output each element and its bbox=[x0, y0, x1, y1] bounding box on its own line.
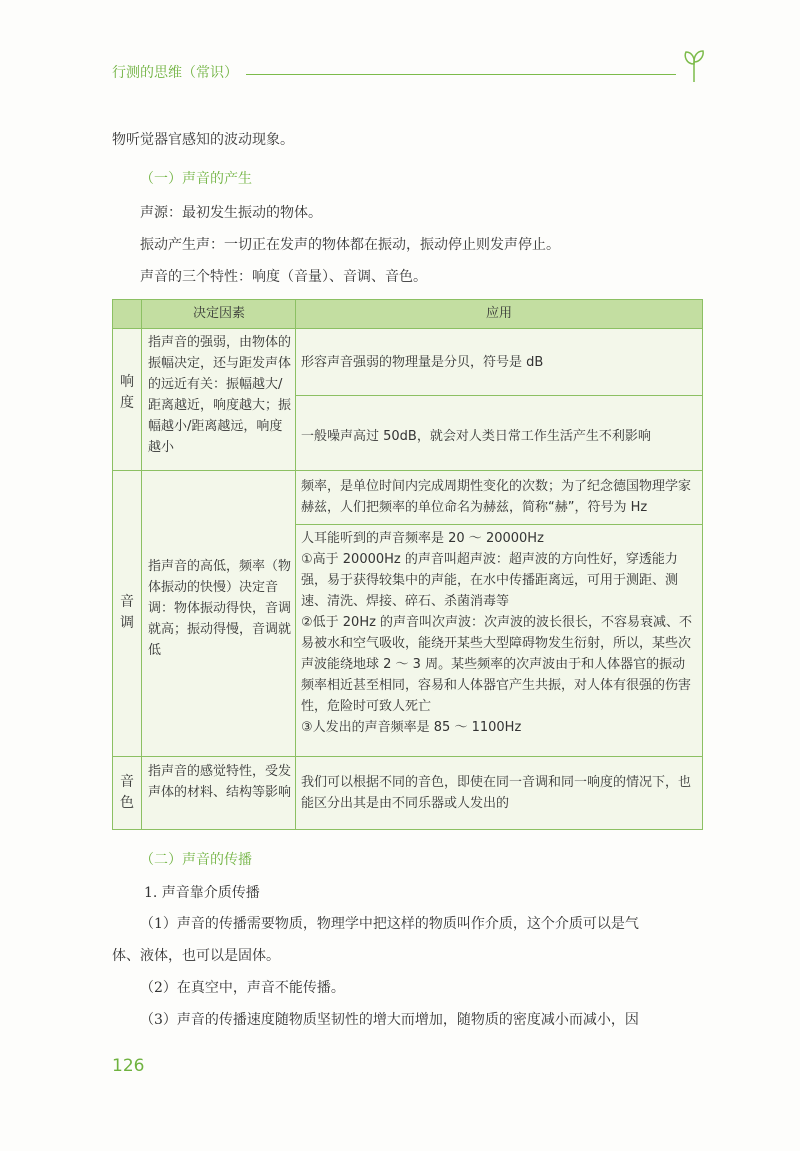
section2-p1-line1: （1）声音的传播需要物质，物理学中把这样的物质叫作介质，这个介质可以是气 bbox=[140, 916, 639, 932]
col-divider-2 bbox=[295, 300, 296, 829]
pitch-factor: 指声音的高低，频率（物体振动的快慢）决定音调：物体振动得快，音调就高；振动得慢，音调就低 bbox=[148, 559, 292, 658]
timbre-app: 我们可以根据不同的音色，即使在同一音调和同一响度的情况下，也能区分出其是由不同乐器或人发出的 bbox=[301, 775, 692, 811]
row-divider-loudness bbox=[113, 470, 702, 471]
col-divider-1 bbox=[141, 300, 142, 829]
row-divider-pitch bbox=[113, 756, 702, 757]
row-label-pitch: 音调 bbox=[120, 594, 134, 631]
row-label-timbre: 音色 bbox=[120, 774, 134, 811]
timbre-factor: 指声音的感觉特性，受发声体的材料、结构等影响 bbox=[148, 764, 292, 800]
vibration-line: 振动产生声：一切正在发声的物体都在振动，振动停止则发声停止。 bbox=[140, 237, 560, 253]
loudness-factor: 指声音的强弱，由物体的振幅决定，还与距发声体的远近有关：振幅越大/距离越近，响度越大；振幅越小/距离越远，响度越小 bbox=[148, 335, 292, 455]
pitch-app-ultrasound: ①高于 20000Hz 的声音叫超声波：超声波的方向性好，穿透能力强，易于获得较集中的声能，在水中传播距离远，可用于测距、测速、清洗、焊接、碎石、杀菌消毒等 bbox=[301, 552, 679, 609]
three-features-line: 声音的三个特性：响度（音量）、音调、音色。 bbox=[140, 269, 427, 285]
header-title: 行测的思维（常识） bbox=[112, 65, 238, 81]
sound-properties-table bbox=[112, 299, 703, 830]
loudness-app-decibel: 形容声音强弱的物理量是分贝，符号是 dB bbox=[301, 355, 544, 370]
row-divider-header bbox=[113, 328, 702, 329]
row-divider-pitch-apps bbox=[296, 524, 702, 525]
pitch-app-audible-range: 人耳能听到的声音频率是 20 ～ 20000Hz bbox=[301, 531, 544, 546]
section2-title: （二）声音的传播 bbox=[140, 852, 252, 868]
header-rule bbox=[246, 74, 676, 75]
section2-p1-line2: 体、液体，也可以是固体。 bbox=[112, 948, 280, 964]
intro-line: 物听觉器官感知的波动现象。 bbox=[112, 132, 294, 148]
section2-sub1: 1. 声音靠介质传播 bbox=[144, 885, 260, 901]
section2-p3: （3）声音的传播速度随物质坚韧性的增大而增加，随物质的密度减小而减小，因 bbox=[140, 1012, 639, 1028]
sound-source-line: 声源：最初发生振动的物体。 bbox=[140, 205, 322, 221]
page-number: 126 bbox=[112, 1056, 145, 1076]
pitch-app-infrasound: ②低于 20Hz 的声音叫次声波：次声波的波长很长，不容易衰减、不易被水和空气吸收，能绕开某些大型障碍物发生衍射，所以，某些次声波能绕地球 2 ～ 3 周。某些频率的次声波由于和人体器官的振动频率相近甚至相同，容易和人体器官产生共振，对人体有很强的伤害性，危险时可致人死亡 bbox=[301, 615, 693, 714]
section1-title: （一）声音的产生 bbox=[140, 171, 252, 187]
row-label-loudness: 响度 bbox=[120, 374, 134, 411]
pitch-app-human-voice: ③人发出的声音频率是 85 ～ 1100Hz bbox=[301, 720, 522, 735]
pitch-app-frequency: 频率，是单位时间内完成周期性变化的次数；为了纪念德国物理学家赫兹，人们把频率的单位命名为赫兹，简称“赫”，符号为 Hz bbox=[301, 479, 692, 515]
running-header bbox=[112, 62, 702, 84]
loudness-app-noise: 一般噪声高过 50dB，就会对人类日常工作生活产生不利影响 bbox=[301, 429, 651, 444]
row-divider-loudness-apps bbox=[296, 395, 702, 396]
header-application: 应用 bbox=[296, 300, 702, 328]
sprout-icon bbox=[682, 48, 706, 82]
section2-p2: （2）在真空中，声音不能传播。 bbox=[140, 980, 345, 996]
header-factor: 决定因素 bbox=[142, 300, 296, 328]
